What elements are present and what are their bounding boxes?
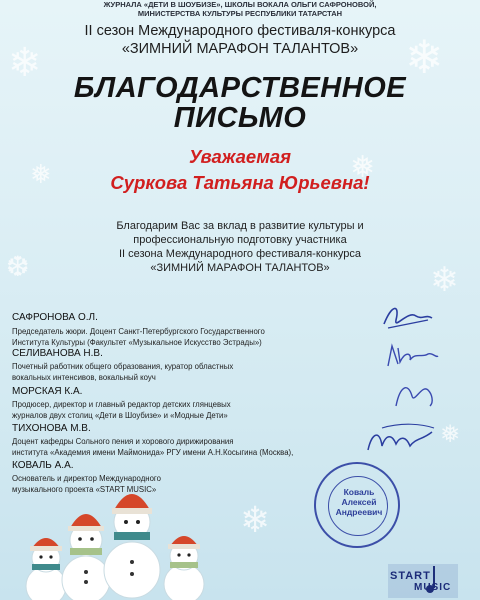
official-stamp bbox=[314, 462, 400, 548]
stamp-line-1: Коваль bbox=[343, 487, 375, 497]
signatory-block bbox=[12, 312, 372, 348]
signatory-role-line-2: музыкального проекта «START MUSIC» bbox=[12, 484, 157, 494]
brand-word-music: MUSIC bbox=[414, 582, 452, 593]
signatory-name: САФРОНОВА О.Л. bbox=[12, 312, 98, 323]
snowflake-icon: ❄ bbox=[240, 500, 271, 541]
signatory-role-line-2: Института Культуры (Факультет «Музыкальное Искусство Эстрады») bbox=[12, 337, 262, 347]
stamp-line-3: Андреевич bbox=[335, 507, 383, 517]
signatory-role-line-1: Продюсер, директор и главный редактор детских глянцевых bbox=[12, 400, 231, 409]
signatory-name: КОВАЛЬ А.А. bbox=[12, 460, 74, 471]
gratitude-line-3: II сезона Международного фестиваля-конкурса bbox=[118, 248, 362, 260]
signatory-role-line-1: Председатель жюри. Доцент Санкт-Петербургского Государственного bbox=[12, 327, 265, 336]
organizers-line-2: МИНИСТЕРСТВА КУЛЬТУРЫ РЕСПУБЛИКИ ТАТАРСТАН bbox=[137, 9, 343, 18]
signatory-role-line-2: института «Академия имени Маймонида» РГУ имени А.Н.Косыгина (Москва), bbox=[12, 447, 294, 457]
signatory-block bbox=[12, 348, 372, 383]
organizers-header bbox=[0, 0, 480, 18]
gratitude-text bbox=[60, 219, 420, 275]
signatory-name: МОРСКАЯ К.А. bbox=[12, 386, 83, 397]
gratitude-line-2: профессиональную подготовку участника bbox=[133, 234, 347, 246]
snowmen-illustration bbox=[0, 484, 230, 600]
signatory-block bbox=[12, 386, 372, 421]
season-line-2: «ЗИМНИЙ МАРАФОН ТАЛАНТОВ» bbox=[121, 41, 359, 57]
start-music-logo bbox=[388, 562, 458, 598]
snowflake-icon: ❅ bbox=[350, 150, 376, 185]
festival-title bbox=[0, 22, 480, 58]
snowflake-icon: ❅ bbox=[30, 160, 52, 190]
organizers-line-1: ЖУРНАЛА «ДЕТИ В ШОУБИЗЕ», ШКОЛЫ ВОКАЛА ОЛЬГИ САФРОНОВОЙ, bbox=[103, 0, 377, 9]
signature-selivanova bbox=[382, 340, 442, 372]
brand-word-start: START bbox=[390, 570, 431, 582]
signatory-role-line-2: журналов двух столиц «Дети в Шоубизе» и «Модные Дети» bbox=[12, 410, 228, 420]
signatory-block bbox=[12, 423, 372, 458]
signature-safronova bbox=[378, 300, 438, 336]
gratitude-line-1: Благодарим Вас за вклад в развитие культуры и bbox=[116, 220, 364, 232]
certificate-title-line-1: БЛАГОДАРСТВЕННОЕ bbox=[73, 72, 407, 104]
signatory-role-line-2: вокальных интенсивов, вокальный коуч bbox=[12, 372, 156, 382]
signatory-role-line-1: Основатель и директор Международного bbox=[12, 474, 161, 483]
snowflake-icon: ❄ bbox=[430, 260, 459, 300]
signatory-name: ТИХОНОВА М.В. bbox=[12, 423, 91, 434]
gratitude-line-4: «ЗИМНИЙ МАРАФОН ТАЛАНТОВ» bbox=[150, 262, 330, 274]
greeting: Уважаемая bbox=[188, 146, 292, 167]
snowflake-icon: ❅ bbox=[440, 420, 461, 448]
signatory-name: СЕЛИВАНОВА Н.В. bbox=[12, 348, 103, 359]
recipient-name: Суркова Татьяна Юрьевна! bbox=[110, 172, 370, 193]
season-line-1: II сезон Международного фестиваля-конкурса bbox=[84, 23, 396, 39]
snowflake-icon: ❄ bbox=[8, 40, 42, 86]
signature-tikhonova bbox=[362, 420, 438, 460]
signature-morskaya bbox=[388, 378, 438, 412]
stamp-line-2: Алексей bbox=[341, 497, 377, 507]
signatory-role-line-1: Доцент кафедры Сольного пения и хорового дирижирования bbox=[12, 437, 234, 446]
certificate-title-line-2: ПИСЬМО bbox=[173, 102, 307, 134]
signatory-role-line-1: Почетный работник общего образования, куратор областных bbox=[12, 362, 234, 371]
snowflake-icon: ❄ bbox=[405, 30, 444, 84]
snowflake-icon: ❆ bbox=[6, 250, 30, 283]
